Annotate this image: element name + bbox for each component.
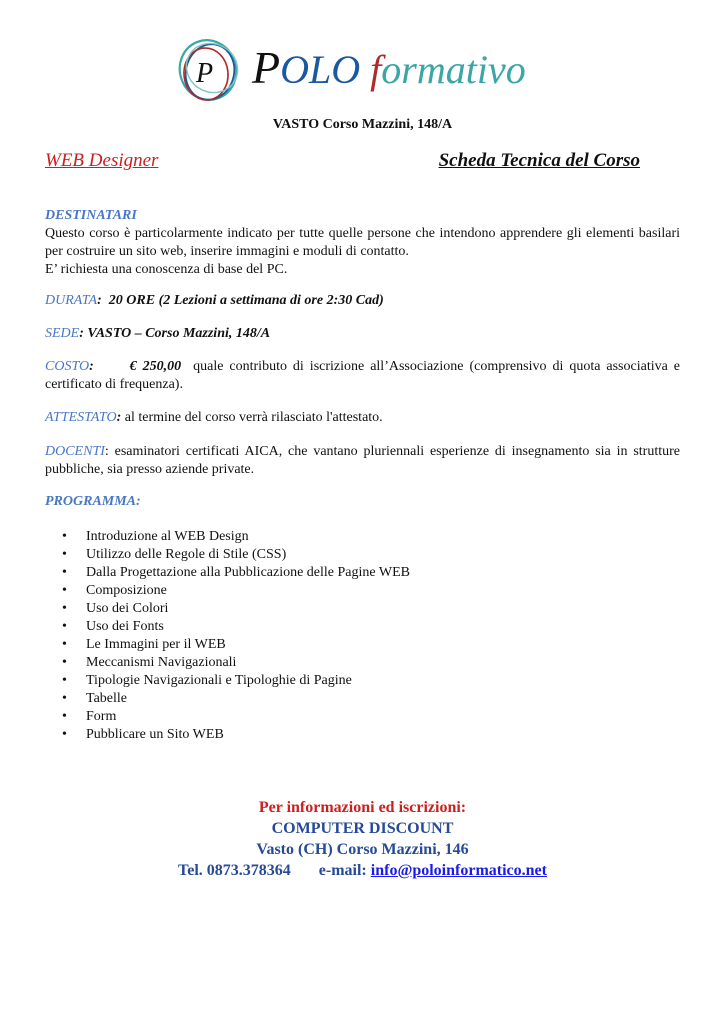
bullet-icon: • [62, 655, 67, 670]
bullet-icon: • [62, 709, 67, 724]
footer-email-label: e-mail: [318, 862, 367, 879]
list-item-label: Tabelle [86, 691, 127, 706]
list-item [62, 690, 410, 708]
destinatari-section [45, 207, 680, 279]
footer-address: Vasto (CH) Corso Mazzini, 146 [256, 841, 469, 858]
list-item [62, 600, 410, 618]
sede-heading: SEDE [45, 326, 80, 341]
sheet-title: Scheda Tecnica del Corso [438, 150, 640, 171]
logo-letter: P [196, 58, 214, 89]
costo-price: € 250,00 [129, 359, 182, 374]
sede-section: SEDE: VASTO – Corso Mazzini, 148/A [45, 326, 271, 341]
sede-value: VASTO – Corso Mazzini, 148/A [87, 326, 271, 341]
costo-heading: COSTO [45, 359, 90, 374]
programma-list [62, 528, 410, 744]
durata-value: 20 ORE (2 Lezioni a settimana di ore 2:30 Cad) [108, 293, 384, 308]
list-item-label: Utilizzo delle Regole di Stile (CSS) [86, 547, 287, 562]
list-item [62, 564, 410, 582]
brand-part-4: ormativo [381, 47, 526, 92]
bullet-icon: • [62, 565, 67, 580]
list-item [62, 582, 410, 600]
list-item-label: Composizione [86, 583, 167, 598]
course-title: WEB Designer [45, 150, 159, 171]
list-item-label: Tipologie Navigazionali e Tipologhie di Pagine [86, 673, 352, 688]
programma-heading-wrap [45, 493, 680, 511]
bullet-icon: • [62, 619, 67, 634]
list-item [62, 618, 410, 636]
list-item [62, 726, 410, 744]
brand-part-2: OLO [280, 47, 371, 92]
bullet-icon: • [62, 547, 67, 562]
destinatari-text: Questo corso è particolarmente indicato per tutte quelle persone che intendono apprendere gli elementi basilari per costruire un sito web, inserire immagini e moduli di contatto. [45, 226, 680, 259]
list-item [62, 654, 410, 672]
docenti-heading: DOCENTI [45, 444, 105, 459]
attestato-heading: ATTESTATO [45, 410, 117, 425]
list-item [62, 528, 410, 546]
list-item [62, 672, 410, 690]
programma-heading: PROGRAMMA: [45, 494, 141, 509]
list-item [62, 546, 410, 564]
docenti-text: esaminatori certificati AICA, che vantano pluriennali esperienze di insegnamento sia in strutture pubbliche, sia presso aziende private. [45, 444, 680, 477]
bullet-icon: • [62, 583, 67, 598]
durata-section: DURATA: 20 ORE (2 Lezioni a settimana di ore 2:30 Cad) [45, 293, 384, 308]
list-item-label: Form [86, 709, 117, 724]
list-item-label: Meccanismi Navigazionali [86, 655, 237, 670]
email-link[interactable]: info@poloinformatico.net [370, 862, 547, 879]
brand-part-3: f [370, 47, 382, 92]
footer-tel: Tel. 0873.378364 [178, 862, 291, 879]
list-item-label: Pubblicare un Sito WEB [86, 727, 224, 742]
brand-part-1: P [252, 42, 281, 93]
logo [172, 34, 552, 106]
footer-info-heading: Per informazioni ed iscrizioni: [258, 799, 467, 816]
destinatari-heading: DESTINATARI [45, 208, 137, 223]
costo-text: quale contributo di iscrizione all’Associazione (comprensivo di quota associativa e certificato di frequenza). [45, 359, 681, 392]
durata-heading: DURATA [45, 293, 98, 308]
bullet-icon: • [62, 727, 67, 742]
attestato-text: al termine del corso verrà rilasciato l'attestato. [124, 410, 383, 425]
footer-contacts [0, 860, 725, 881]
list-item-label: Introduzione al WEB Design [86, 529, 249, 544]
list-item-label: Uso dei Fonts [86, 619, 164, 634]
costo-section: COSTO: € 250,00 quale contributo di iscrizione all’Associazione (comprensivo di quota associativa e certificato di frequenza). [45, 359, 681, 392]
brand-name [252, 44, 526, 94]
destinatari-text-2: E’ richiesta una conoscenza di base del PC. [45, 262, 288, 277]
bullet-icon: • [62, 529, 67, 544]
list-item-label: Le Immagini per il WEB [86, 637, 226, 652]
bullet-icon: • [62, 601, 67, 616]
list-item-label: Dalla Progettazione alla Pubblicazione delle Pagine WEB [86, 565, 410, 580]
footer-company: COMPUTER DISCOUNT [271, 820, 454, 837]
docenti-section: DOCENTI: esaminatori certificati AICA, che vantano pluriennali esperienze di insegnamento sia in strutture pubbliche, sia presso aziende private. [45, 444, 680, 477]
bullet-icon: • [62, 637, 67, 652]
list-item [62, 636, 410, 654]
attestato-section: ATTESTATO: al termine del corso verrà rilasciato l'attestato. [45, 410, 383, 425]
list-item-label: Uso dei Colori [86, 601, 169, 616]
bullet-icon: • [62, 691, 67, 706]
list-item [62, 708, 410, 726]
header-address: VASTO Corso Mazzini, 148/A [272, 117, 453, 132]
bullet-icon: • [62, 673, 67, 688]
